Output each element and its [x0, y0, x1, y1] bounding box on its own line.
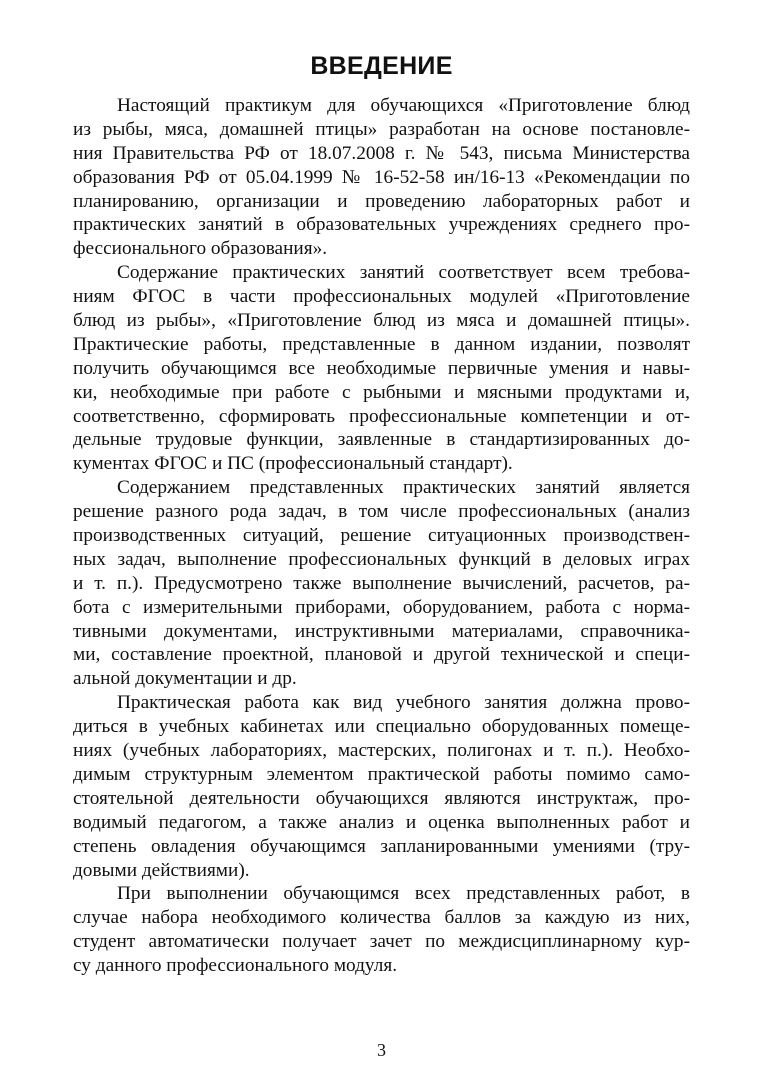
text-line: альной документации и др. [73, 668, 297, 690]
text-line: бота с измерительными приборами, оборудованием, работа с норма- [73, 596, 690, 618]
page-title: ВВЕДЕНИЕ [310, 52, 453, 80]
text-line: Практические работы, представленные в данном издании, позволят [73, 333, 690, 355]
text-line: ниях (учебных лабораториях, мастерских, полигонах и т. п.). Необхо- [73, 740, 690, 762]
paragraph [73, 94, 690, 261]
text-line: Содержание практических занятий соответствует всем требова- [117, 262, 690, 284]
text-line: решение разного рода задач, в том числе профессиональных (анализ [73, 501, 690, 523]
text-line: Содержанием представленных практических занятий является [117, 477, 690, 499]
text-line: блюд из рыбы», «Приготовление блюд из мяса и домашней птицы». [73, 310, 690, 332]
text-line: ки, необходимые при работе с рыбными и мясными продуктами и, [73, 381, 690, 403]
text-line: случае набора необходимого количества баллов за каждую из них, [73, 907, 690, 929]
text-line: ниям ФГОС в части профессиональных модулей «Приготовление [73, 286, 690, 308]
text-line: диться в учебных кабинетах или специально оборудованных помеще- [73, 716, 690, 738]
text-line: дельные трудовые функции, заявленные в стандартизированных до- [73, 429, 690, 451]
text-line: степень овладения обучающимся запланированными умениями (тру- [73, 835, 690, 857]
text-line: Настоящий практикум для обучающихся «Приготовление блюд [117, 95, 690, 116]
text-line: и т. п.). Предусмотрено также выполнение вычислений, расчетов, ра- [73, 572, 690, 594]
text-line: из рыбы, мяса, домашней птицы» разработан на основе постановле- [73, 118, 690, 140]
text-line: Практическая работа как вид учебного занятия должна прово- [117, 692, 690, 714]
text-line: су данного профессионального модуля. [73, 955, 398, 977]
text-line: тивными документами, инструктивными материалами, справочника- [73, 620, 690, 642]
text-line: стоятельной деятельности обучающихся являются инструктаж, про- [73, 787, 690, 809]
text-line: При выполнении обучающимся всех представленных работ, в [117, 883, 690, 905]
page-number: 3 [377, 1040, 386, 1060]
text-line: ния Правительства РФ от 18.07.2008 г. № 543, письма Министерства [73, 142, 690, 164]
text-line: производственных ситуаций, решение ситуационных производствен- [73, 525, 690, 547]
text-line: студент автоматически получает зачет по междисциплинарному кур- [73, 931, 690, 953]
text-line: димым структурным элементом практической работы помимо само- [73, 763, 690, 785]
text-line: планированию, организации и проведению лабораторных работ и [73, 190, 690, 212]
text-line: ми, составление проектной, плановой и другой технической и специ- [73, 644, 690, 666]
text-line: получить обучающимся все необходимые первичные умения и навы- [73, 357, 690, 379]
text-line: образования РФ от 05.04.1999 № 16-52-58 ин/16-13 «Рекомендации по [73, 166, 690, 188]
paragraph [73, 691, 690, 882]
text-line: кументах ФГОС и ПС (профессиональный стандарт). [73, 453, 513, 475]
document-body [73, 94, 690, 978]
text-line: практических занятий в образовательных учреждениях среднего про- [73, 214, 690, 236]
paragraph [73, 882, 690, 978]
text-line: соответственно, сформировать профессиональные компетенции и от- [73, 405, 690, 427]
text-line: водимый педагогом, а также анализ и оценка выполненных работ и [73, 811, 690, 833]
text-line: довыми действиями). [73, 859, 250, 881]
text-line: фессионального образования». [73, 238, 328, 260]
text-line: ных задач, выполнение профессиональных функций в деловых играх [73, 548, 690, 570]
paragraph [73, 261, 690, 476]
paragraph [73, 476, 690, 691]
